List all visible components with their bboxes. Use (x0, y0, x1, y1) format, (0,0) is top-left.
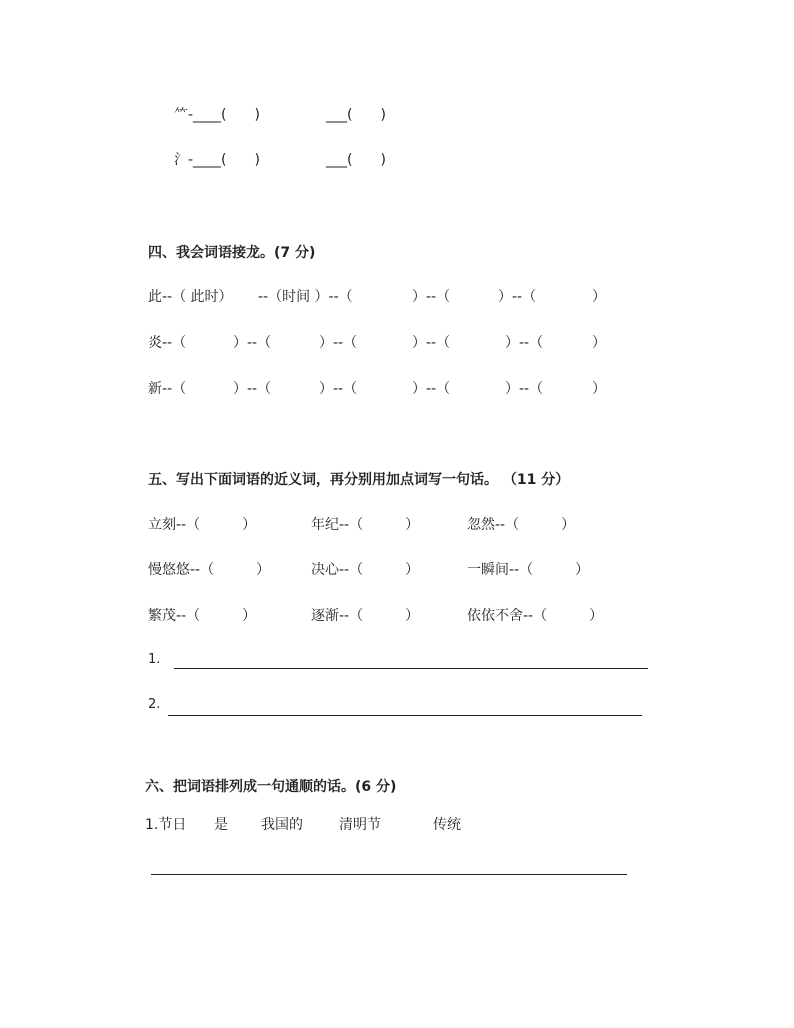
word-item: 我国的 (261, 817, 303, 833)
chain-cell: --（时间 ）--（ (258, 289, 353, 305)
chain-cell: ）--（ (233, 335, 272, 351)
synonym-item: 一瞬间--（ ） (467, 562, 590, 578)
synonym-item: 立刻--（ ） (148, 517, 257, 533)
sentence-label-2: 2. (148, 697, 161, 712)
radical-row-1-right: ___( ) (326, 107, 386, 123)
sentence-label-1: 1. (148, 652, 161, 667)
chain-cell: ）--（ (319, 381, 358, 397)
chain-cell: 新--（ (148, 381, 187, 397)
synonym-item: 逐渐--（ ） (311, 608, 420, 624)
radical-row-2-left: 氵-____( ) (174, 152, 260, 168)
chain-cell: ）--（ (412, 335, 451, 351)
synonym-item: 决心--（ ） (311, 562, 420, 578)
chain-cell: ） (592, 289, 606, 305)
chain-cell: 此--（ 此时） (148, 289, 233, 305)
word-item: 1.节日 (145, 817, 187, 833)
synonym-item: 依依不舍--（ ） (467, 608, 604, 624)
chain-cell: ）--（ (319, 335, 358, 351)
section4-title: 四、我会词语接龙。(7 分) (148, 245, 316, 261)
synonym-item: 年纪--（ ） (311, 517, 420, 533)
synonym-item: 繁茂--（ ） (148, 608, 257, 624)
chain-cell: ）--（ (505, 335, 544, 351)
radical-row-1-left: ⺮-____( ) (174, 107, 260, 123)
chain-cell: ）--（ (412, 289, 451, 305)
chain-cell: ）--（ (412, 381, 451, 397)
synonym-item: 忽然--（ ） (467, 517, 576, 533)
chain-cell: ）--（ (498, 289, 537, 305)
chain-cell: ）--（ (505, 381, 544, 397)
word-item: 是 (214, 817, 228, 833)
answer-line-3[interactable] (151, 874, 627, 875)
word-item: 清明节 (339, 817, 381, 833)
chain-cell: ） (592, 381, 606, 397)
section5-title: 五、写出下面词语的近义词，再分别用加点词写一句话。 （11 分） (148, 472, 570, 488)
synonym-item: 慢悠悠--（ ） (148, 562, 271, 578)
answer-line-2[interactable] (168, 715, 642, 716)
answer-line-1[interactable] (174, 668, 648, 669)
chain-cell: 炎--（ (148, 335, 187, 351)
word-item: 传统 (433, 817, 461, 833)
section6-title: 六、把词语排列成一句通顺的话。(6 分) (145, 779, 397, 795)
chain-cell: ） (592, 335, 606, 351)
radical-row-2-right: ___( ) (326, 152, 386, 168)
chain-cell: ）--（ (233, 381, 272, 397)
